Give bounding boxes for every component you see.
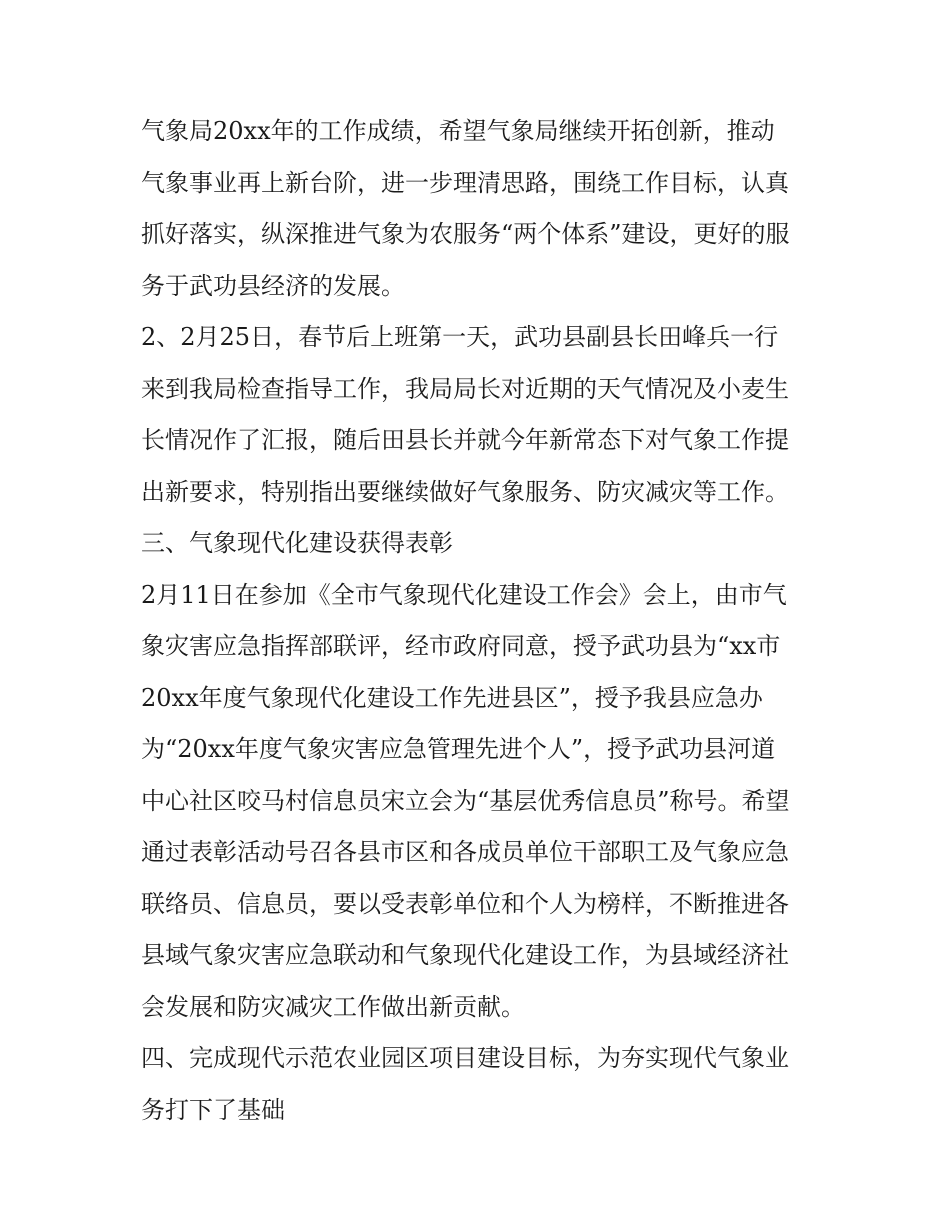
text-line: 联络员、信息员，要以受表彰单位和个人为榜样，不断推进各 [141, 889, 789, 918]
text-line: 气象事业再上新台阶，进一步理清思路，围绕工作目标，认真 [141, 168, 789, 197]
document-body [141, 106, 821, 1136]
text-line: 来到我局检查指导工作，我局局长对近期的天气情况及小麦生 [141, 374, 789, 403]
text-line: 20xx年度气象现代化建设工作先进县区”，授予我县应急办 [141, 683, 763, 712]
text-line: 出新要求，特别指出要继续做好气象服务、防灾减灾等工作。 [141, 477, 789, 506]
text-line: 长情况作了汇报，随后田县长并就今年新常态下对气象工作提 [141, 426, 789, 454]
text-line: 通过表彰活动号召各县市区和各成员单位干部职工及气象应急 [141, 838, 789, 866]
text-line: 县域气象灾害应急联动和气象现代化建设工作，为县域经济社 [141, 941, 789, 969]
text-line: 会发展和防灾减灾工作做出新贡献。 [141, 992, 525, 1021]
text-line: 中心社区咬马村信息员宋立会为“基层优秀信息员”称号。希望 [141, 786, 790, 815]
text-line: 抓好落实，纵深推进气象为农服务“两个体系”建设，更好的服 [141, 220, 790, 248]
text-line: 2月11日在参加《全市气象现代化建设工作会》会上，由市气 [141, 580, 787, 609]
section-heading: 三、气象现代化建设获得表彰 [141, 529, 453, 557]
text-line: 象灾害应急指挥部联评，经市政府同意，授予武功县为“xx市 [141, 632, 781, 660]
text-line: 为“20xx年度气象灾害应急管理先进个人”，授予武功县河道 [141, 735, 776, 763]
section-heading: 四、完成现代示范农业园区项目建设目标，为夯实现代气象业 [141, 1044, 789, 1072]
text-line: 务于武功县经济的发展。 [141, 271, 405, 300]
text-line: 气象局20xx年的工作成绩，希望气象局继续开拓创新，推动 [141, 117, 775, 145]
section-heading: 务打下了基础 [141, 1095, 285, 1124]
text-line: 2、2月25日，春节后上班第一天，武功县副县长田峰兵一行 [141, 323, 779, 351]
